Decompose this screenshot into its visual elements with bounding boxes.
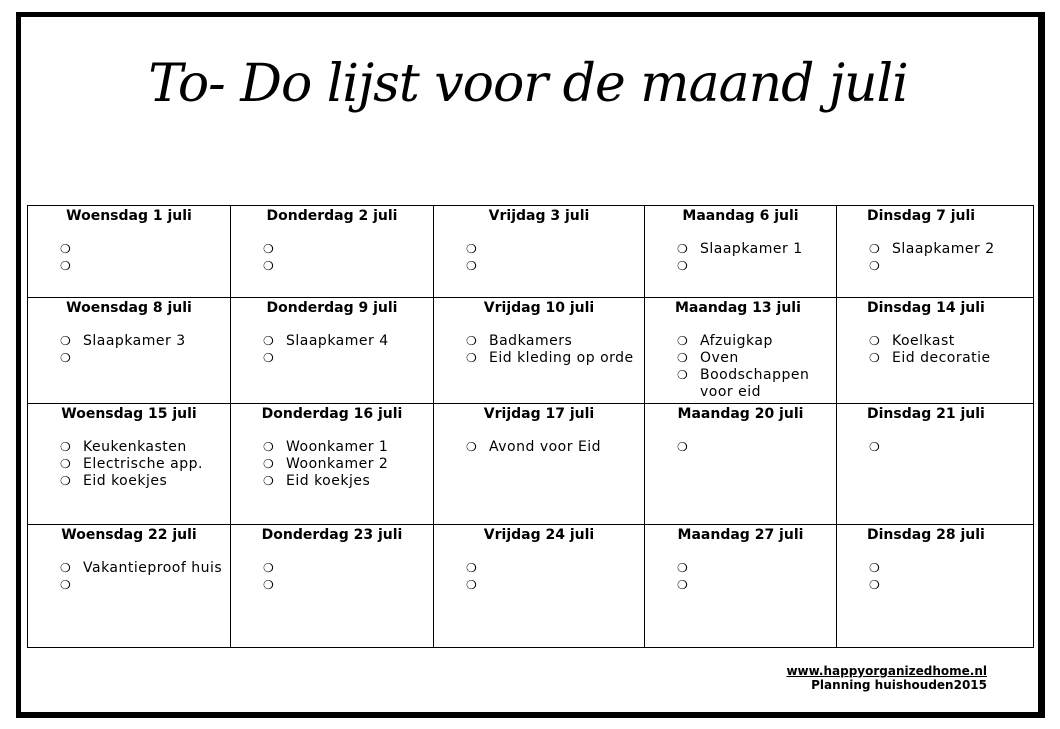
task-label: Slaapkamer 1: [700, 241, 803, 257]
circle-bullet-icon: ❍: [263, 578, 275, 592]
calendar-day-cell: [645, 404, 837, 525]
day-heading: Donderdag 16 juli: [261, 406, 403, 422]
calendar-day-cell: [434, 404, 645, 525]
task-item: [677, 258, 832, 275]
circle-bullet-icon: ❍: [60, 561, 72, 575]
calendar-day-cell: [231, 206, 434, 298]
task-item: [466, 333, 640, 350]
task-label: Eid koekjes: [286, 473, 371, 489]
task-item: [677, 367, 832, 401]
circle-bullet-icon: ❍: [677, 334, 689, 348]
calendar-day-cell: [434, 206, 645, 298]
task-list: [434, 439, 644, 456]
circle-bullet-icon: ❍: [466, 334, 478, 348]
circle-bullet-icon: ❍: [466, 259, 478, 273]
task-list: [434, 241, 644, 275]
task-item: [263, 456, 429, 473]
circle-bullet-icon: ❍: [263, 334, 275, 348]
task-label: Badkamers: [489, 333, 573, 349]
task-list: [231, 439, 433, 490]
circle-bullet-icon: ❍: [466, 578, 478, 592]
day-heading: Dinsdag 21 juli: [867, 406, 985, 422]
task-label: Afzuigkap: [700, 333, 773, 349]
task-item: [263, 258, 429, 275]
task-item: [869, 241, 1029, 258]
circle-bullet-icon: ❍: [263, 474, 275, 488]
circle-bullet-icon: ❍: [677, 440, 689, 454]
calendar-week-row: [28, 404, 1034, 525]
circle-bullet-icon: ❍: [466, 242, 478, 256]
task-item: [869, 350, 1029, 367]
task-label: Woonkamer 1: [286, 439, 389, 455]
task-label: Eid decoratie: [892, 350, 991, 366]
day-heading: Donderdag 9 juli: [266, 300, 398, 316]
circle-bullet-icon: ❍: [263, 242, 275, 256]
task-list: [28, 560, 230, 594]
circle-bullet-icon: ❍: [677, 578, 689, 592]
circle-bullet-icon: ❍: [869, 561, 881, 575]
task-item: [60, 560, 226, 577]
task-item: [60, 439, 226, 456]
circle-bullet-icon: ❍: [263, 351, 275, 365]
task-label: Oven: [700, 350, 739, 366]
task-item: [677, 350, 832, 367]
calendar-day-cell: [645, 298, 837, 404]
task-list: [434, 333, 644, 367]
day-heading: Maandag 27 juli: [677, 527, 804, 543]
day-heading: Woensdag 1 juli: [66, 208, 192, 224]
task-list: [645, 241, 836, 275]
circle-bullet-icon: ❍: [869, 242, 881, 256]
circle-bullet-icon: ❍: [677, 242, 689, 256]
calendar-day-cell: [231, 298, 434, 404]
task-item: [466, 577, 640, 594]
circle-bullet-icon: ❍: [60, 440, 72, 454]
day-heading: Woensdag 22 juli: [61, 527, 197, 543]
circle-bullet-icon: ❍: [677, 368, 689, 382]
task-item: [60, 577, 226, 594]
task-list: [837, 439, 1033, 456]
task-list: [28, 333, 230, 367]
day-heading: Vrijdag 17 juli: [483, 406, 595, 422]
task-item: [869, 439, 1029, 456]
calendar-day-cell: [231, 404, 434, 525]
circle-bullet-icon: ❍: [263, 259, 275, 273]
task-item: [60, 241, 226, 258]
calendar-day-cell: [837, 298, 1034, 404]
task-item: [60, 456, 226, 473]
task-item: [263, 473, 429, 490]
day-heading: Vrijdag 24 juli: [483, 527, 595, 543]
task-item: [677, 241, 832, 258]
task-item: [60, 473, 226, 490]
task-item: [263, 560, 429, 577]
day-heading: Woensdag 15 juli: [61, 406, 197, 422]
circle-bullet-icon: ❍: [466, 351, 478, 365]
circle-bullet-icon: ❍: [466, 561, 478, 575]
calendar-day-cell: [28, 404, 231, 525]
calendar-day-cell: [837, 525, 1034, 648]
task-label: Koelkast: [892, 333, 955, 349]
task-list: [837, 560, 1033, 594]
circle-bullet-icon: ❍: [60, 578, 72, 592]
day-heading: Maandag 13 juli: [675, 300, 801, 316]
day-heading: Donderdag 2 juli: [266, 208, 398, 224]
task-label: Slaapkamer 3: [83, 333, 186, 349]
task-item: [869, 560, 1029, 577]
calendar-day-cell: [28, 298, 231, 404]
circle-bullet-icon: ❍: [869, 440, 881, 454]
circle-bullet-icon: ❍: [677, 351, 689, 365]
task-label: Boodschappen voor eid: [700, 367, 810, 400]
calendar-day-cell: [434, 298, 645, 404]
task-label: Slaapkamer 2: [892, 241, 995, 257]
circle-bullet-icon: ❍: [60, 334, 72, 348]
circle-bullet-icon: ❍: [466, 440, 478, 454]
circle-bullet-icon: ❍: [869, 578, 881, 592]
circle-bullet-icon: ❍: [263, 457, 275, 471]
task-list: [434, 560, 644, 594]
task-label: Avond voor Eid: [489, 439, 602, 455]
task-label: Eid koekjes: [83, 473, 168, 489]
task-item: [263, 241, 429, 258]
calendar-day-cell: [645, 206, 837, 298]
calendar-day-cell: [837, 206, 1034, 298]
circle-bullet-icon: ❍: [263, 440, 275, 454]
footer-website-link[interactable]: www.happyorganizedhome.nl: [786, 664, 987, 678]
task-item: [60, 333, 226, 350]
task-item: [466, 258, 640, 275]
task-label: Vakantieproof huis: [83, 560, 223, 576]
day-heading: Maandag 6 juli: [682, 208, 799, 224]
circle-bullet-icon: ❍: [263, 561, 275, 575]
task-item: [677, 439, 832, 456]
task-item: [677, 577, 832, 594]
task-label: Keukenkasten: [83, 439, 187, 455]
task-list: [645, 560, 836, 594]
task-item: [677, 333, 832, 350]
footer-subtitle: Planning huishouden2015: [811, 678, 987, 692]
task-item: [263, 439, 429, 456]
task-list: [231, 560, 433, 594]
circle-bullet-icon: ❍: [60, 457, 72, 471]
task-item: [466, 241, 640, 258]
day-heading: Dinsdag 28 juli: [867, 527, 985, 543]
day-heading: Maandag 20 juli: [677, 406, 804, 422]
circle-bullet-icon: ❍: [677, 259, 689, 273]
circle-bullet-icon: ❍: [60, 242, 72, 256]
task-list: [645, 333, 836, 401]
footer: [786, 664, 987, 692]
calendar-day-cell: [28, 206, 231, 298]
circle-bullet-icon: ❍: [677, 561, 689, 575]
calendar-week-row: [28, 206, 1034, 298]
task-item: [466, 350, 640, 367]
circle-bullet-icon: ❍: [60, 259, 72, 273]
task-item: [263, 350, 429, 367]
task-label: Slaapkamer 4: [286, 333, 389, 349]
task-list: [837, 333, 1033, 367]
task-item: [869, 577, 1029, 594]
circle-bullet-icon: ❍: [869, 334, 881, 348]
circle-bullet-icon: ❍: [869, 351, 881, 365]
circle-bullet-icon: ❍: [60, 474, 72, 488]
task-label: Woonkamer 2: [286, 456, 389, 472]
task-item: [263, 577, 429, 594]
day-heading: Dinsdag 7 juli: [867, 208, 976, 224]
day-heading: Woensdag 8 juli: [66, 300, 192, 316]
task-list: [231, 333, 433, 367]
task-list: [28, 241, 230, 275]
calendar-day-cell: [434, 525, 645, 648]
day-heading: Vrijdag 10 juli: [483, 300, 595, 316]
calendar-grid: [27, 205, 1034, 648]
calendar-day-cell: [28, 525, 231, 648]
task-item: [60, 350, 226, 367]
calendar-day-cell: [231, 525, 434, 648]
task-item: [869, 258, 1029, 275]
day-heading: Dinsdag 14 juli: [867, 300, 985, 316]
calendar-day-cell: [645, 525, 837, 648]
task-item: [466, 560, 640, 577]
task-item: [677, 560, 832, 577]
circle-bullet-icon: ❍: [869, 259, 881, 273]
circle-bullet-icon: ❍: [60, 351, 72, 365]
task-item: [60, 258, 226, 275]
day-heading: Donderdag 23 juli: [261, 527, 403, 543]
task-item: [869, 333, 1029, 350]
page-title: To- Do lijst voor de maand juli: [148, 54, 908, 114]
task-list: [837, 241, 1033, 275]
task-list: [28, 439, 230, 490]
task-list: [645, 439, 836, 456]
task-label: Electrische app.: [83, 456, 203, 472]
task-item: [466, 439, 640, 456]
calendar-week-row: [28, 525, 1034, 648]
task-list: [231, 241, 433, 275]
task-item: [263, 333, 429, 350]
calendar-week-row: [28, 298, 1034, 404]
calendar-day-cell: [837, 404, 1034, 525]
day-heading: Vrijdag 3 juli: [488, 208, 590, 224]
task-label: Eid kleding op orde: [489, 350, 634, 366]
